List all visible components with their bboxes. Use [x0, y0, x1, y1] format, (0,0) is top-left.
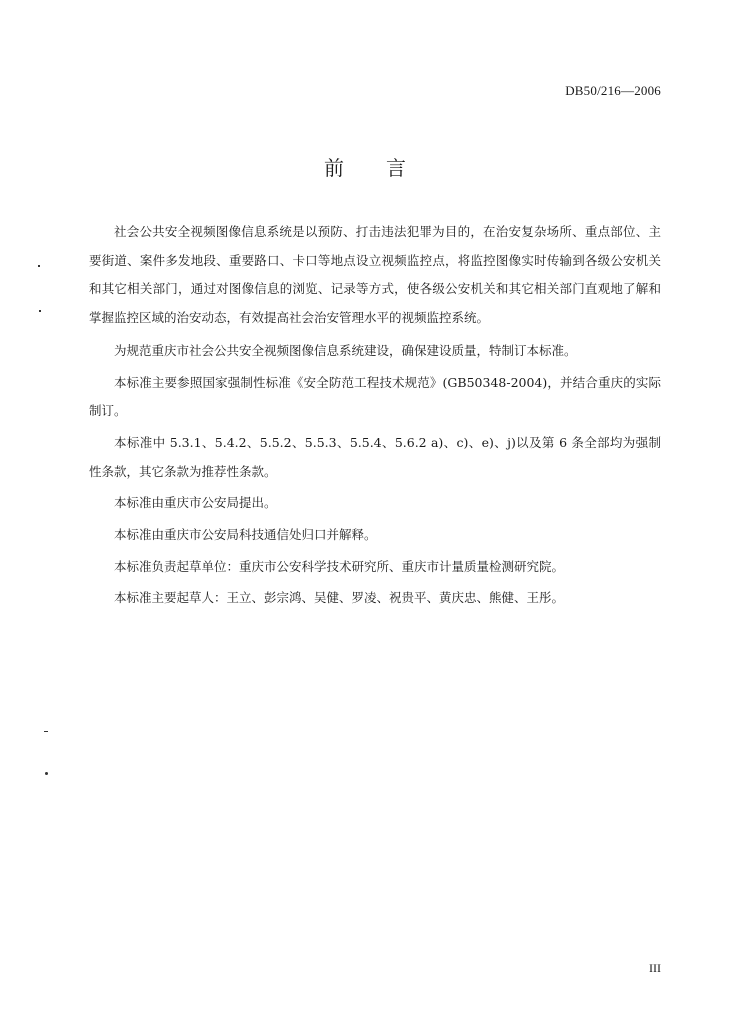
scan-speck	[44, 731, 48, 732]
paragraph: 本标准由重庆市公安局提出。	[114, 495, 277, 511]
page-title	[0, 152, 730, 181]
preface-body	[89, 218, 661, 616]
paragraph: 社会公共安全视频图像信息系统是以预防、打击违法犯罪为目的，在治安复杂场所、重点部位、主要街道、案件多发地段、重要路口、卡口等地点设立视频监控点，将监控图像实时传输到各级公安机关和其它相关部门，通过对图像信息的浏览、记录等方式，使各级公安机关和其它相关部门直观地了解和掌握监控区域的治安动态，有效提高社会治安管理水平的视频监控系统。	[89, 224, 661, 326]
scan-speck	[39, 310, 41, 312]
document-code: DB50/216—2006	[565, 83, 661, 98]
title-char-2: 言	[386, 156, 406, 180]
page-number: III	[649, 961, 661, 975]
paragraph: 本标准主要参照国家强制性标准《安全防范工程技术规范》(GB50348-2004)，并结合重庆的实际制订。	[89, 374, 661, 419]
paragraph: 本标准主要起草人：王立、彭宗鸿、吴健、罗凌、祝贵平、黄庆忠、熊健、王彤。	[114, 590, 565, 606]
scan-speck	[45, 772, 48, 775]
paragraph: 本标准负责起草单位：重庆市公安科学技术研究所、重庆市计量质量检测研究院。	[114, 558, 565, 574]
paragraph: 为规范重庆市社会公共安全视频图像信息系统建设，确保建设质量，特制订本标准。	[114, 342, 577, 358]
paragraph: 本标准由重庆市公安局科技通信处归口并解释。	[114, 527, 377, 543]
title-char-1: 前	[324, 156, 344, 180]
scan-speck	[38, 265, 40, 267]
paragraph: 本标准中 5.3.1、5.4.2、5.5.2、5.5.3、5.5.4、5.6.2 a)、c)、e)、j)以及第 6 条全部均为强制性条款，其它条款为推荐性条款。	[89, 434, 661, 479]
